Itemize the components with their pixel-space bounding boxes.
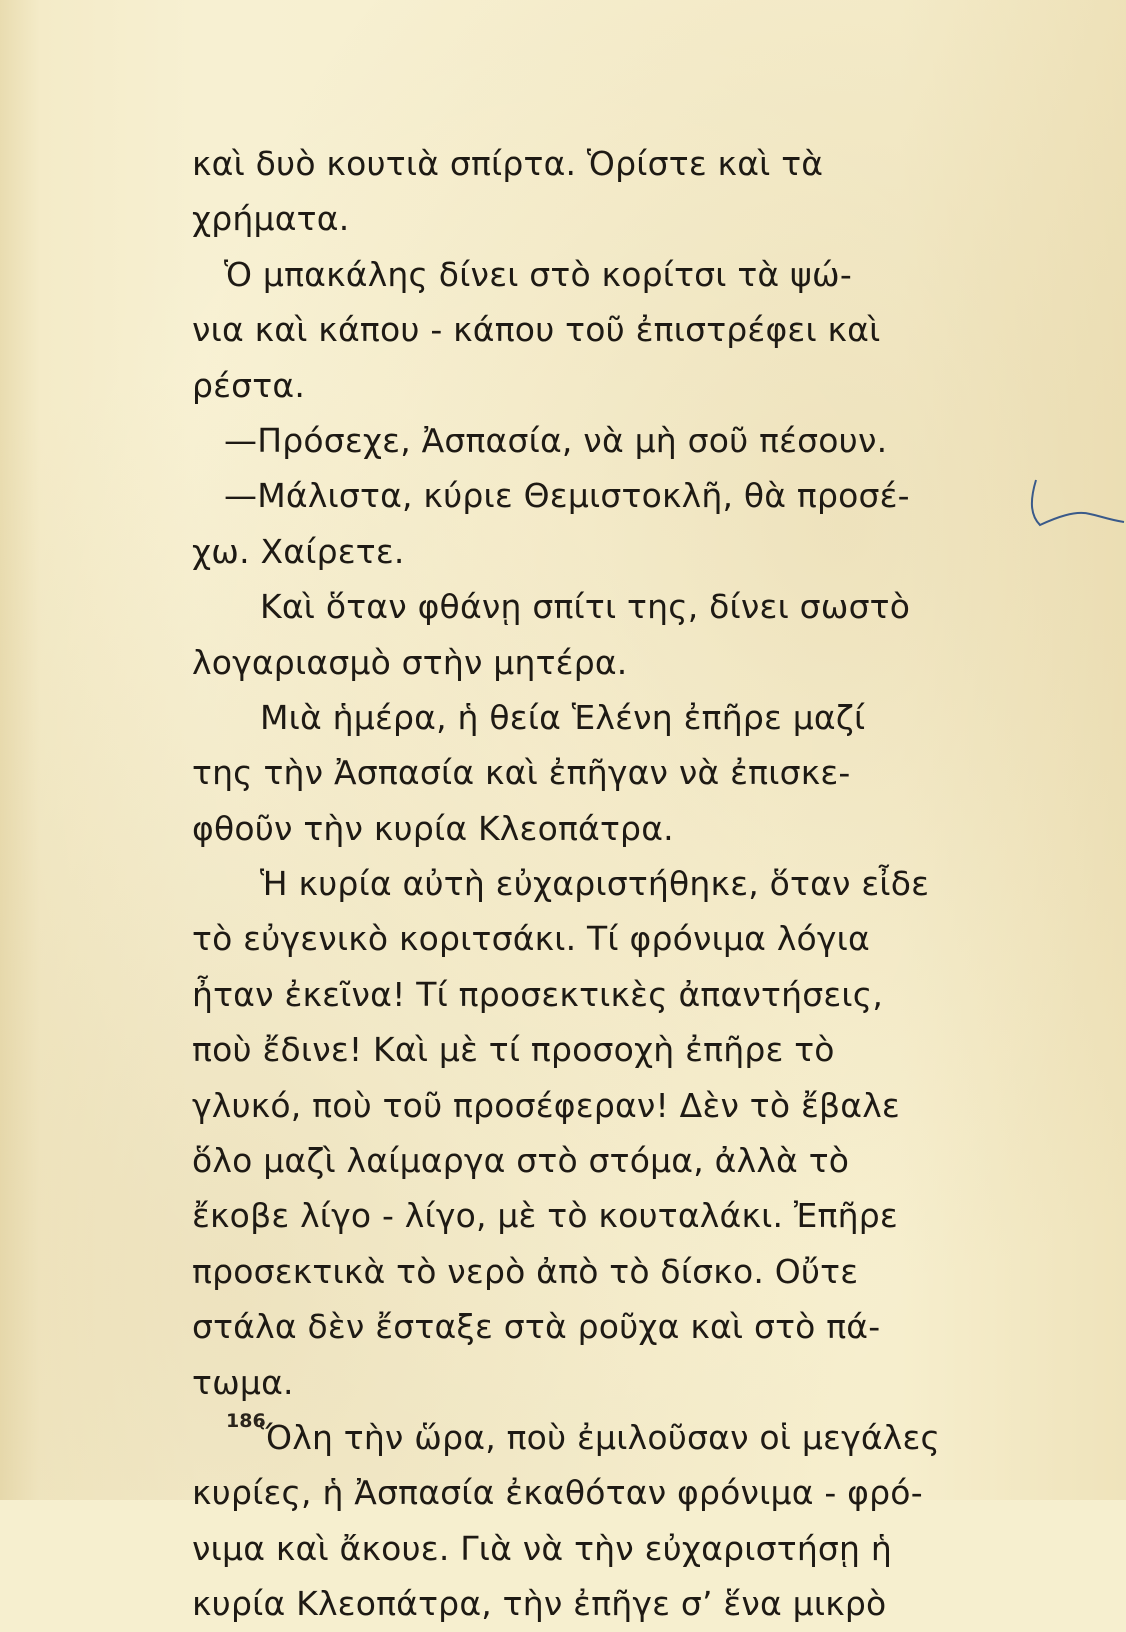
text-line: τωμα. [192, 1362, 294, 1402]
text-line: ὅλο μαζὶ λαίμαργα στὸ στόμα, ἀλλὰ τὸ [192, 1141, 850, 1181]
text-line: φθοῦν τὴν κυρία Κλεοπάτρα. [192, 808, 674, 848]
text-line: κυρία Κλεοπάτρα, τὴν ἐπῆγε σ’ ἕνα μικρὸ [192, 1584, 887, 1624]
text-line: Ὅλη τὴν ὥρα, ποὺ ἐμιλοῦσαν οἱ μεγάλες [260, 1417, 941, 1457]
text-line: στάλα δὲν ἔσταξε στὰ ροῦχα καὶ στὸ πά- [192, 1307, 881, 1347]
text-line: ποὺ ἔδινε! Καὶ μὲ τί προσοχὴ ἐπῆρε τὸ [192, 1030, 835, 1070]
text-line: νια καὶ κάπου - κάπου τοῦ ἐπιστρέφει καὶ [192, 310, 881, 350]
text-line: καὶ δυὸ κουτιὰ σπίρτα. Ὁρίστε καὶ τὰ [192, 144, 824, 183]
text-line: ἔκοβε λίγο - λίγο, μὲ τὸ κουταλάκι. Ἐπῆρε [192, 1196, 898, 1236]
text-line: γλυκό, ποὺ τοῦ προσέφεραν! Δὲν τὸ ἔβαλε [192, 1085, 900, 1125]
text-line: λογαριασμὸ στὴν μητέρα. [192, 642, 628, 682]
text-line: ρέστα. [192, 365, 306, 405]
text-line: κυρίες, ἡ Ἀσπασία ἐκαθόταν φρόνιμα - φρό- [192, 1473, 923, 1513]
text-line: —Πρόσεχε, Ἀσπασία, νὰ μὴ σοῦ πέσουν. [224, 420, 888, 460]
text-line: της τὴν Ἀσπασία καὶ ἐπῆγαν νὰ ἐπισκε- [192, 753, 851, 793]
pencil-mark [1000, 470, 1126, 560]
body-text [192, 136, 1028, 1632]
text-line: νιμα καὶ ἄκουε. Γιὰ νὰ τὴν εὐχαριστήσῃ ἡ [192, 1528, 892, 1568]
text-line: Ἡ κυρία αὐτὴ εὐχαριστήθηκε, ὅταν εἶδε [260, 864, 930, 904]
text-line: Ὁ μπακάλης δίνει στὸ κορίτσι τὰ ψώ- [224, 254, 852, 294]
text-line: —Μάλιστα, κύριε Θεμιστοκλῆ, θὰ προσέ- [224, 476, 910, 516]
text-line: τὸ εὐγενικὸ κοριτσάκι. Τί φρόνιμα λόγια [192, 919, 870, 959]
page-number: 186 [226, 1410, 266, 1432]
text-line: χω. Χαίρετε. [192, 531, 405, 571]
text-line: Καὶ ὅταν φθάνῃ σπίτι της, δίνει σωστὸ [260, 587, 911, 627]
text-line: ἦταν ἐκεῖνα! Τί προσεκτικὲς ἀπαντήσεις, [192, 974, 884, 1014]
text-line: χρήματα. [192, 199, 350, 239]
text-line: προσεκτικὰ τὸ νερὸ ἀπὸ τὸ δίσκο. Οὔτε [192, 1251, 859, 1291]
text-line: Μιὰ ἡμέρα, ἡ θεία Ἑλένη ἐπῆρε μαζί [260, 697, 866, 737]
